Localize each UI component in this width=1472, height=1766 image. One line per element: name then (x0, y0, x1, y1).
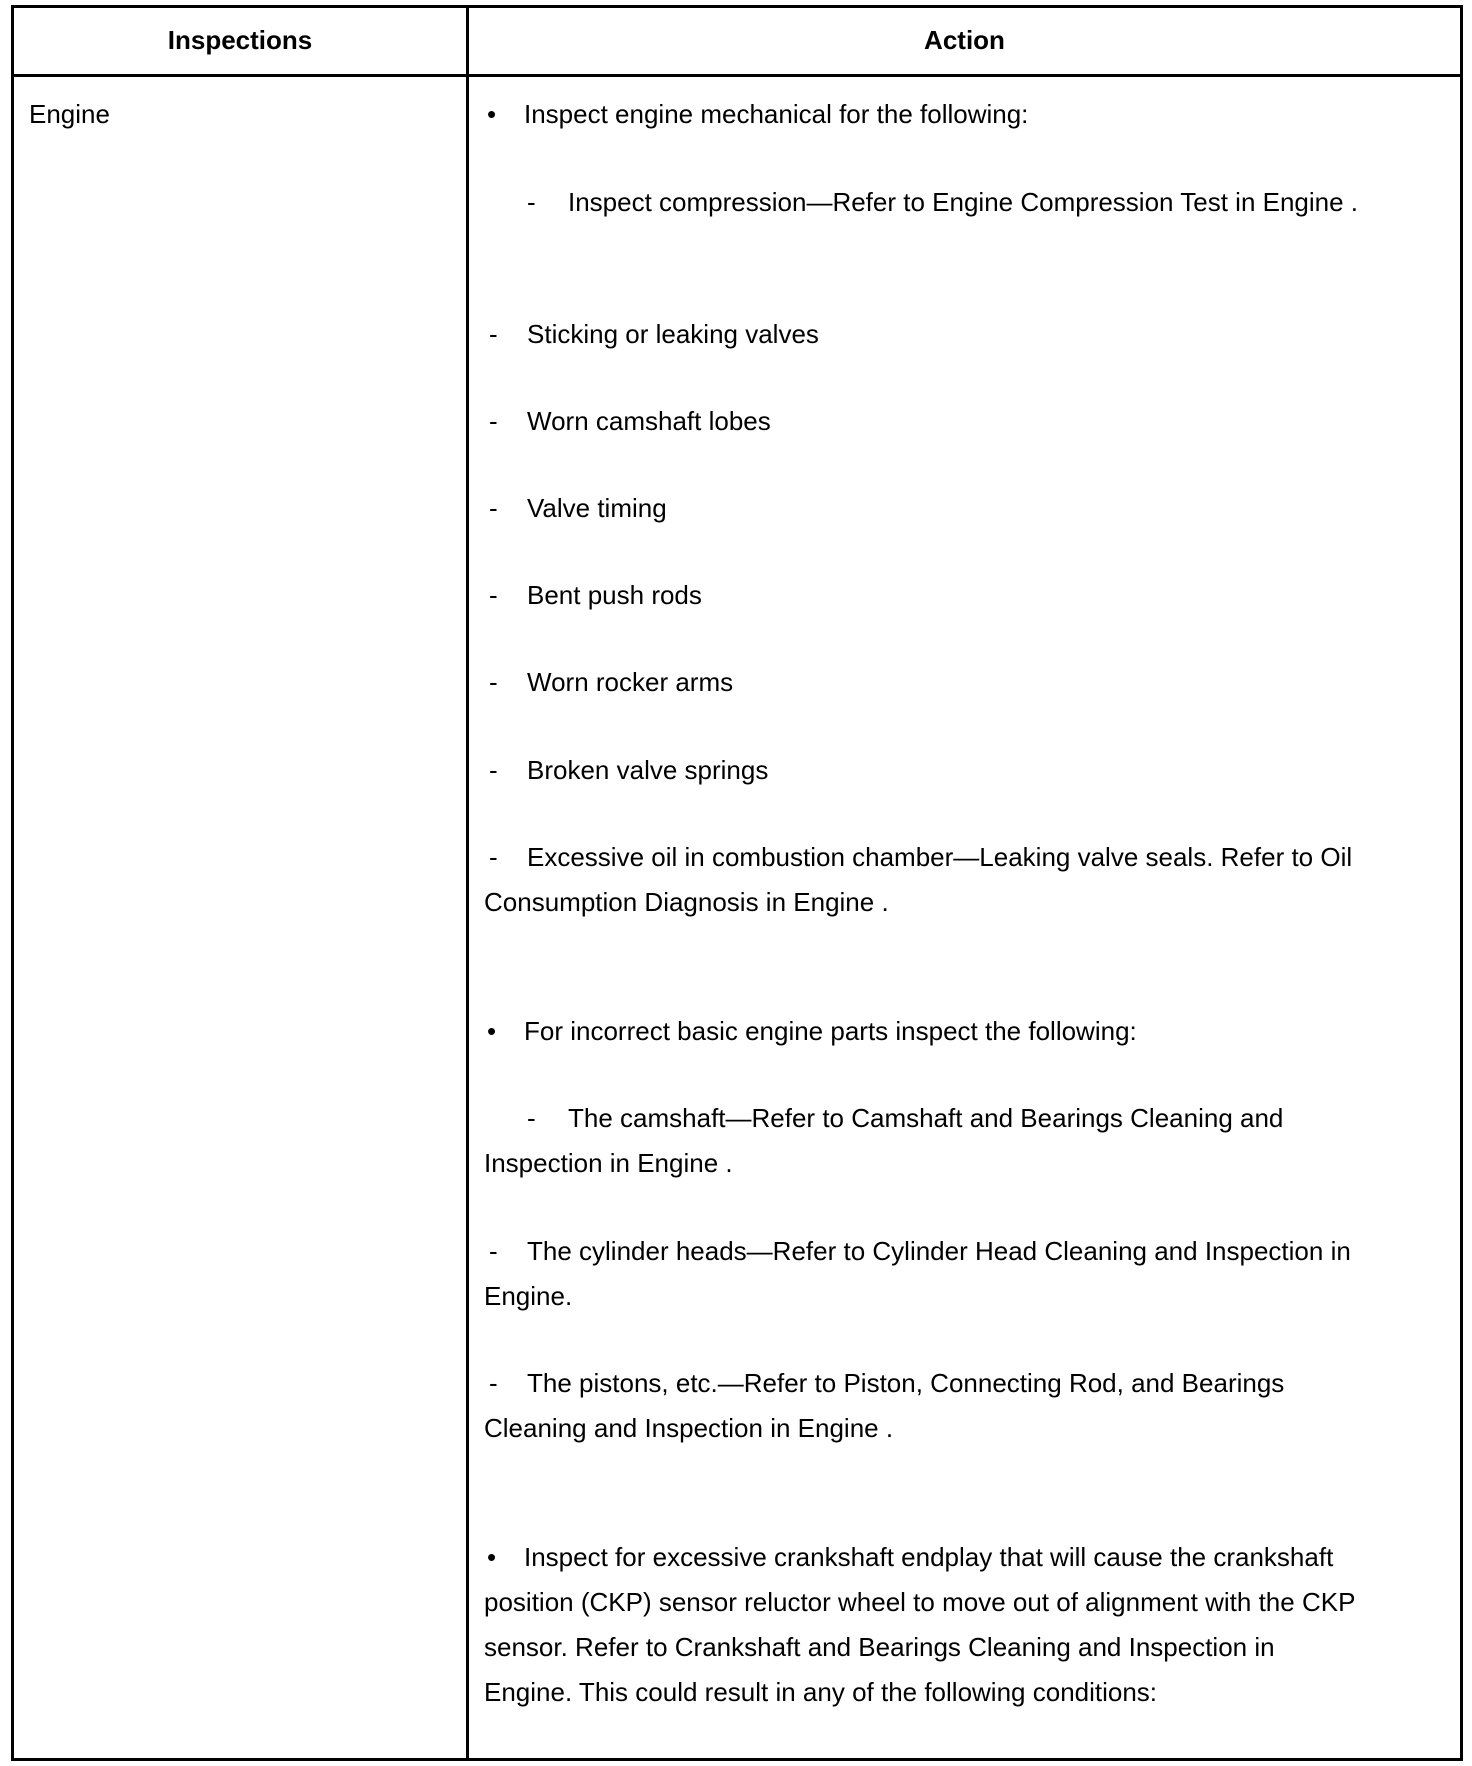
dash-icon: - (527, 1103, 536, 1133)
dash-icon: - (489, 319, 498, 349)
action-item (484, 312, 1364, 357)
header-action: Action (924, 25, 1005, 55)
bullet-icon: • (487, 99, 497, 129)
dash-icon: - (489, 667, 498, 697)
action-item (484, 486, 1364, 531)
action-text: The camshaft—Refer to Camshaft and Bearings Cleaning and Inspection in Engine . (484, 1103, 1284, 1178)
action-item (484, 1096, 1364, 1186)
dash-icon: - (489, 1236, 498, 1266)
action-item (484, 1535, 1364, 1715)
action-item (484, 399, 1364, 444)
bullet-icon: • (487, 1542, 497, 1572)
action-item (484, 180, 1364, 225)
dash-icon: - (527, 187, 536, 217)
action-item (484, 1229, 1364, 1319)
action-text: Inspect engine mechanical for the following: (524, 99, 1029, 129)
action-text: Worn rocker arms (527, 667, 734, 697)
action-item (484, 748, 1364, 793)
action-item (484, 1361, 1364, 1451)
column-divider (466, 5, 469, 1761)
dash-icon: - (489, 1368, 498, 1398)
action-text: Bent push rods (527, 580, 702, 610)
action-item (484, 1009, 1364, 1054)
dash-icon: - (489, 842, 498, 872)
header-divider (11, 74, 1463, 77)
bullet-icon: • (487, 1016, 497, 1046)
action-text: Excessive oil in combustion chamber—Leaking valve seals. Refer to Oil Consumption Diagnosis in Engine . (484, 842, 1353, 917)
header-inspections: Inspections (167, 25, 313, 55)
inspection-cell-engine: Engine (29, 99, 110, 129)
action-text: Broken valve springs (527, 755, 769, 785)
action-text: Valve timing (527, 493, 667, 523)
action-item (484, 660, 1364, 705)
dash-icon: - (489, 406, 498, 436)
action-text: Inspect for excessive crankshaft endplay that will cause the crankshaft position (CKP) sensor reluctor wheel to move out of alignment with the CKP sensor. Refer to Crankshaft and Bearings Cleaning and Inspection in Engine. This could result in any of the following conditions: (484, 1542, 1355, 1707)
action-text: The pistons, etc.—Refer to Piston, Connecting Rod, and Bearings Cleaning and Inspection in Engine . (484, 1368, 1285, 1443)
action-text: Sticking or leaking valves (527, 319, 819, 349)
action-item (484, 92, 1364, 137)
action-text: Inspect compression—Refer to Engine Compression Test in Engine . (568, 187, 1359, 217)
dash-icon: - (489, 493, 498, 523)
action-text: Worn camshaft lobes (527, 406, 771, 436)
action-item (484, 835, 1364, 925)
dash-icon: - (489, 755, 498, 785)
dash-icon: - (489, 580, 498, 610)
action-text: For incorrect basic engine parts inspect the following: (524, 1016, 1137, 1046)
action-text: The cylinder heads—Refer to Cylinder Head Cleaning and Inspection in Engine. (484, 1236, 1351, 1311)
action-item (484, 573, 1364, 618)
